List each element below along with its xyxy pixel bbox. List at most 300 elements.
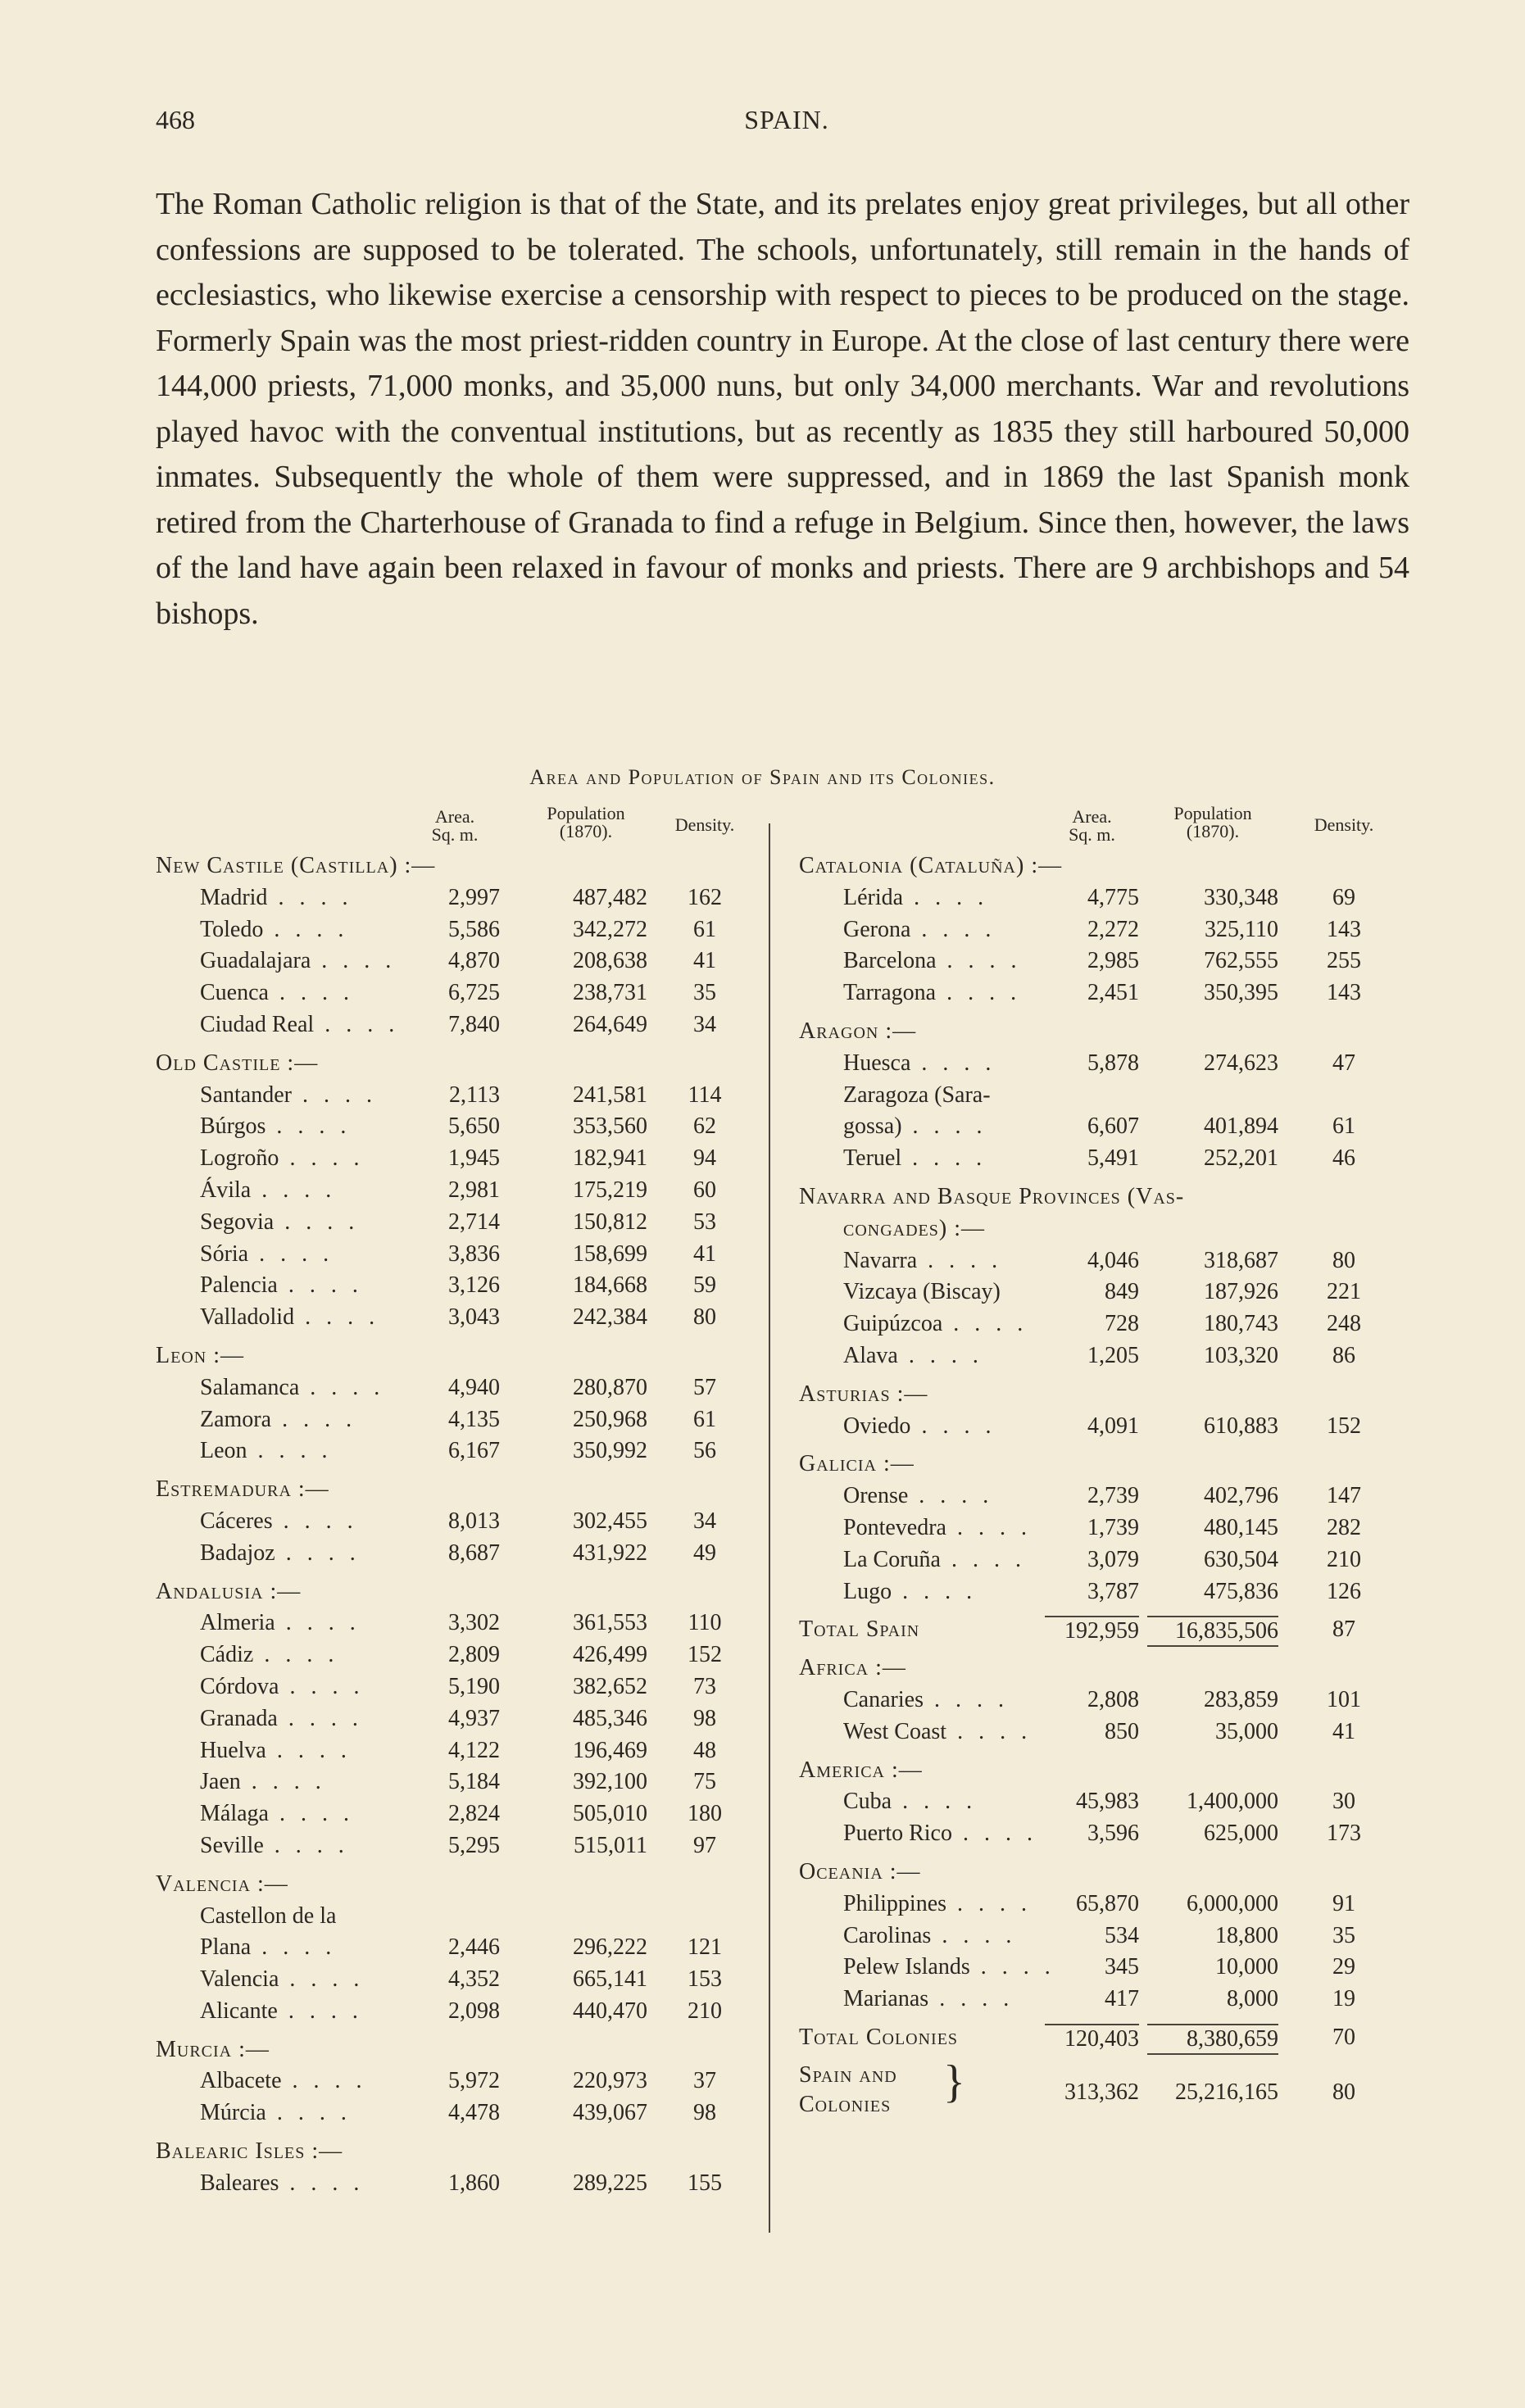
- section-label: Murcia :—: [156, 2036, 270, 2062]
- section-label: Leon :—: [156, 1342, 244, 1368]
- region-name: [200, 1766, 326, 1798]
- region-name-text: Jaen: [200, 1769, 241, 1795]
- population-value: 10,000: [1215, 1954, 1278, 1980]
- leader-dots: . . . .: [294, 1304, 380, 1331]
- section-label: Asturias :—: [799, 1381, 928, 1407]
- section-label: America :—: [799, 1757, 923, 1783]
- region-name-text: Salamanca: [200, 1374, 300, 1400]
- population-value: 431,922: [573, 1540, 647, 1566]
- table-row: [156, 1404, 762, 1436]
- population-value: 1,400,000: [1187, 1789, 1278, 1815]
- region-name: [200, 1506, 358, 1538]
- region-name: [200, 1830, 349, 1862]
- density-value: 126: [1327, 1578, 1361, 1604]
- table-row: [156, 882, 762, 914]
- population-value: 762,555: [1204, 948, 1278, 974]
- table-row: [156, 1766, 762, 1798]
- population-value: 402,796: [1204, 1483, 1278, 1509]
- table-row: [156, 1671, 762, 1703]
- table-row: [156, 1703, 762, 1735]
- region-name-text: Málaga: [200, 1801, 269, 1827]
- section-heading: [156, 1869, 762, 1901]
- row-gap: [156, 1862, 762, 1869]
- region-name-text: Plana: [200, 1934, 252, 1961]
- density-value: 255: [1327, 948, 1361, 974]
- population-value: 401,894: [1204, 1113, 1278, 1140]
- leader-dots: . . . .: [910, 1413, 996, 1439]
- region-name: [200, 1608, 361, 1639]
- area-value: 417: [1105, 1986, 1139, 2012]
- region-name-text: Orense: [843, 1483, 909, 1509]
- area-value: 3,079: [1087, 1546, 1139, 1572]
- region-name-text: gossa): [843, 1113, 902, 1140]
- region-name-text: Badajoz: [200, 1540, 275, 1566]
- region-name-text: Guadalajara: [200, 948, 311, 974]
- density-value: 282: [1327, 1514, 1361, 1540]
- table-row: [156, 2168, 762, 2200]
- population-value: 238,731: [573, 980, 647, 1006]
- density-value: 56: [693, 1438, 716, 1464]
- density-value: 34: [693, 1011, 716, 1037]
- area-value: 313,362: [1064, 2079, 1139, 2105]
- area-header-unit: Sq. m.: [1069, 824, 1115, 845]
- table-right-column: [799, 805, 1405, 2125]
- region-name-text: Huelva: [200, 1737, 266, 1763]
- area-value: 65,870: [1076, 1890, 1139, 1916]
- region-name-text: Cádiz: [200, 1642, 254, 1668]
- area-value: 5,491: [1087, 1145, 1139, 1172]
- area-value: 3,043: [448, 1304, 500, 1331]
- leader-dots: . . . .: [923, 1686, 1009, 1712]
- region-name: [200, 2168, 364, 2200]
- leader-dots: . . . .: [275, 1610, 361, 1636]
- region-name: [843, 1716, 1032, 1748]
- table-row: [799, 1716, 1405, 1748]
- region-name: [843, 1245, 1002, 1277]
- area-value: 534: [1105, 1922, 1139, 1948]
- density-value: 80: [1332, 1247, 1355, 1273]
- population-value: 250,968: [573, 1406, 647, 1432]
- table-row: [799, 1685, 1405, 1716]
- area-value: 345: [1105, 1954, 1139, 1980]
- area-value: 728: [1105, 1311, 1139, 1337]
- section-heading: [156, 1048, 762, 1080]
- table-row: [156, 2097, 762, 2129]
- area-value: 5,650: [448, 1113, 500, 1140]
- area-value: 4,091: [1087, 1413, 1139, 1439]
- region-name: [200, 1901, 336, 1933]
- region-name-text: Santander: [200, 1082, 292, 1108]
- region-name-text: Logroño: [200, 1145, 279, 1172]
- table-row: [156, 946, 762, 977]
- table-row: [799, 1411, 1405, 1443]
- region-name: [843, 1576, 977, 1608]
- population-header-year: (1870).: [559, 821, 613, 841]
- region-name-text: Leon: [200, 1438, 247, 1464]
- row-gap: [799, 1608, 1405, 1614]
- density-value: 152: [688, 1642, 722, 1668]
- population-value: 296,222: [573, 1934, 647, 1961]
- region-name: [843, 1481, 993, 1512]
- density-value: 94: [693, 1145, 716, 1172]
- region-name-text: Alicante: [200, 1998, 278, 2024]
- table-row: [799, 914, 1405, 946]
- region-name-text: Córdova: [200, 1673, 279, 1699]
- table-row: [799, 1111, 1405, 1143]
- grand-total-row: [799, 2056, 1405, 2125]
- area-value: 2,985: [1087, 948, 1139, 974]
- section-label: Old Castile :—: [156, 1050, 319, 1076]
- population-value: 475,836: [1204, 1578, 1278, 1604]
- total-label: Total Spain: [799, 1617, 920, 1643]
- population-value: 150,812: [573, 1209, 647, 1235]
- population-value: 342,272: [573, 916, 647, 942]
- leader-dots: . . . .: [248, 1240, 334, 1267]
- area-value: 3,302: [448, 1610, 500, 1636]
- leader-dots: . . . .: [917, 1247, 1003, 1273]
- table-row: [156, 1111, 762, 1143]
- region-name-text: Sória: [200, 1240, 249, 1267]
- population-value: 515,011: [574, 1832, 647, 1858]
- region-name: [843, 1512, 1032, 1544]
- population-value: 302,455: [573, 1508, 647, 1534]
- density-value: 19: [1332, 1986, 1355, 2012]
- table-row: [799, 1080, 1405, 1112]
- area-value: 849: [1105, 1279, 1139, 1305]
- table-row: [799, 1143, 1405, 1175]
- leader-dots: . . . .: [268, 980, 354, 1006]
- section-heading: [156, 2136, 762, 2168]
- density-value: 86: [1332, 1342, 1355, 1368]
- area-value: 2,272: [1087, 916, 1139, 942]
- section-label: Navarra and Basque Provinces (Vas-: [799, 1183, 1185, 1209]
- table-row: [156, 1372, 762, 1404]
- table-row: [799, 1245, 1405, 1277]
- right-column-header: [799, 805, 1405, 850]
- population-value: 318,687: [1204, 1247, 1278, 1273]
- density-value: 221: [1327, 1279, 1361, 1305]
- leader-dots: . . . .: [272, 1508, 358, 1534]
- population-value: 25,216,165: [1175, 2079, 1278, 2105]
- region-name: [200, 1639, 338, 1671]
- leader-dots: . . . .: [897, 1342, 983, 1368]
- population-value: 184,668: [573, 1272, 647, 1299]
- region-name: [843, 914, 996, 946]
- population-value: 175,219: [573, 1177, 647, 1203]
- density-value: 30: [1332, 1789, 1355, 1815]
- region-name-text: Navarra: [843, 1247, 918, 1273]
- area-value: 5,295: [448, 1832, 500, 1858]
- section-heading: [799, 1653, 1405, 1685]
- region-name: [200, 1372, 384, 1404]
- leader-dots: . . . .: [279, 1966, 365, 1993]
- right-rows: [799, 850, 1405, 2125]
- intro-paragraph: The Roman Catholic religion is that of the State, and its prelates enjoy great privileges, but all other confessions are supposed to be tolerated. The schools, unfortunately, still remain in the hands of ecclesiastics, who likewise exercise a censorship with respect to pieces to be produced on the stage. Formerly Spain was the most priest-ridden country in Europe. At the close of last century there were 144,000 priests, 71,000 monks, and 35,000 nuns, but only 34,000 merchants. War and revolutions played havoc with the conventual institutions, but as recently as 1835 they still harboured 50,000 inmates. Subsequently the whole of them were suppressed, and in 1869 the last Spanish monk retired from the Charterhouse of Granada to find a refuge in Belgium. Since then, however, the laws of the land have again been relaxed in favour of monks and priests. There are 9 archbishops and 54 bishops.: [156, 187, 1409, 631]
- region-name: [843, 1984, 1014, 2016]
- region-name: [200, 1996, 363, 2028]
- leader-dots: . . . .: [940, 1546, 1026, 1572]
- section-label: Galicia :—: [799, 1451, 915, 1477]
- area-value: 2,739: [1087, 1483, 1139, 1509]
- total-row: [799, 2022, 1405, 2054]
- region-name: [200, 1080, 377, 1112]
- area-value: 4,135: [448, 1406, 500, 1432]
- region-name: [200, 1671, 364, 1703]
- region-name: [200, 882, 352, 914]
- region-name: [200, 1964, 364, 1996]
- region-name-text: Barcelona: [843, 948, 937, 974]
- area-value: 2,808: [1087, 1686, 1139, 1712]
- leader-dots: . . . .: [946, 1718, 1033, 1744]
- leader-dots: . . . .: [266, 2100, 352, 2126]
- density-value: 37: [693, 2068, 716, 2094]
- region-name-text: Tarragona: [843, 980, 937, 1006]
- density-value: 101: [1327, 1686, 1361, 1712]
- density-value: 147: [1327, 1483, 1361, 1509]
- population-value: 252,201: [1204, 1145, 1278, 1172]
- page-header: [156, 105, 1418, 146]
- population-value: 630,504: [1204, 1546, 1278, 1572]
- section-label: Oceania :—: [799, 1858, 921, 1884]
- region-name-text: Pelew Islands: [843, 1954, 970, 1980]
- leader-dots: . . . .: [277, 1705, 363, 1731]
- area-value: 4,775: [1087, 884, 1139, 910]
- section-heading: [799, 1755, 1405, 1787]
- region-name-text: Albacete: [200, 2068, 282, 2094]
- population-value: 241,581: [573, 1082, 647, 1108]
- area-value: 4,122: [448, 1737, 500, 1763]
- region-name-text: Múrcia: [200, 2100, 266, 2126]
- table-row: [799, 1984, 1405, 2016]
- table-row: [156, 1239, 762, 1271]
- region-name-text: Gerona: [843, 916, 911, 942]
- area-header-label: Area.: [434, 806, 475, 827]
- table-row: [156, 914, 762, 946]
- region-name-text: Búrgos: [200, 1113, 266, 1140]
- section-label: Balearic Isles :—: [156, 2138, 343, 2165]
- row-gap: [799, 1748, 1405, 1755]
- area-value: 5,184: [448, 1769, 500, 1795]
- density-value: 48: [693, 1737, 716, 1763]
- population-header: [524, 805, 647, 841]
- section-heading: [156, 1576, 762, 1608]
- population-value: 283,859: [1204, 1686, 1278, 1712]
- density-value: 80: [1332, 2079, 1355, 2105]
- table-row: [156, 2066, 762, 2097]
- table-row: [799, 1308, 1405, 1340]
- population-header-year: (1870).: [1186, 821, 1240, 841]
- area-value: 2,113: [449, 1082, 500, 1108]
- table-row: [799, 1889, 1405, 1921]
- population-value: 665,141: [573, 1966, 647, 1993]
- table-row: [156, 1996, 762, 2028]
- population-value: 625,000: [1204, 1821, 1278, 1847]
- population-value: 505,010: [573, 1801, 647, 1827]
- population-header-label: Population: [547, 803, 625, 823]
- leader-dots: . . . .: [928, 1986, 1014, 2012]
- area-value: 2,451: [1087, 980, 1139, 1006]
- area-value: 2,446: [448, 1934, 500, 1961]
- density-value: 61: [693, 916, 716, 942]
- area-value: 1,945: [448, 1145, 500, 1172]
- density-value: 75: [693, 1769, 716, 1795]
- table-row: [156, 1435, 762, 1467]
- region-name-text: La Coruña: [843, 1546, 941, 1572]
- leader-dots: . . . .: [936, 948, 1022, 974]
- area-value: 1,739: [1087, 1514, 1139, 1540]
- area-value: 2,997: [448, 884, 500, 910]
- section-heading: [799, 1213, 1405, 1245]
- leader-dots: . . . .: [936, 980, 1022, 1006]
- table-row: [799, 1818, 1405, 1850]
- population-header-label: Population: [1173, 803, 1252, 823]
- density-value: 97: [693, 1832, 716, 1858]
- area-value: 3,836: [448, 1240, 500, 1267]
- leader-dots: . . . .: [908, 1483, 994, 1509]
- table-row: [799, 1952, 1405, 1984]
- density-value: 29: [1332, 1954, 1355, 1980]
- section-heading: [799, 1379, 1405, 1411]
- population-value: 6,000,000: [1187, 1890, 1278, 1916]
- leader-dots: . . . .: [291, 1082, 377, 1108]
- row-gap: [156, 1334, 762, 1340]
- density-value: 143: [1327, 916, 1361, 942]
- density-value: 87: [1332, 1617, 1355, 1643]
- region-name: [843, 1340, 983, 1372]
- population-value: 180,743: [1204, 1311, 1278, 1337]
- area-value: 5,878: [1087, 1050, 1139, 1076]
- leader-dots: . . . .: [910, 916, 996, 942]
- region-name: [843, 1277, 1001, 1308]
- density-value: 69: [1332, 884, 1355, 910]
- table-row: [156, 1175, 762, 1207]
- region-name: [200, 914, 348, 946]
- region-name: [843, 1952, 1055, 1984]
- section-heading: [799, 1857, 1405, 1889]
- density-value: 173: [1327, 1821, 1361, 1847]
- density-value: 91: [1332, 1890, 1355, 1916]
- region-name: [843, 882, 988, 914]
- region-name-text: Castellon de la: [200, 1902, 337, 1929]
- region-name: [843, 1080, 991, 1112]
- region-name: [843, 977, 1021, 1009]
- population-value: 289,225: [573, 2170, 647, 2196]
- density-value: 57: [693, 1374, 716, 1400]
- leader-dots: . . . .: [299, 1374, 385, 1400]
- population-value: 208,638: [573, 948, 647, 974]
- population-value: 330,348: [1204, 884, 1278, 910]
- leader-dots: . . . .: [892, 1789, 978, 1815]
- region-name: [843, 1818, 1037, 1850]
- table-row: [799, 1481, 1405, 1512]
- region-name: [843, 1411, 996, 1443]
- population-value: 18,800: [1215, 1922, 1278, 1948]
- row-gap: [799, 1175, 1405, 1181]
- section-label: Andalusia :—: [156, 1578, 302, 1604]
- density-value: 114: [688, 1082, 722, 1108]
- population-value: 158,699: [573, 1240, 647, 1267]
- leader-dots: . . . .: [311, 948, 397, 974]
- row-gap: [156, 1467, 762, 1474]
- table-row: [799, 1277, 1405, 1308]
- area-value: 1,205: [1087, 1342, 1139, 1368]
- grand-total-line1: Spain and: [799, 2061, 897, 2088]
- leader-dots: . . . .: [314, 1011, 400, 1037]
- density-value: 41: [1332, 1718, 1355, 1744]
- leader-dots: . . . .: [901, 1113, 987, 1140]
- area-value: 3,596: [1087, 1821, 1139, 1847]
- section-label: New Castile (Castilla) :—: [156, 853, 436, 878]
- region-name-text: Cáceres: [200, 1508, 273, 1534]
- table-row: [156, 1080, 762, 1112]
- leader-dots: . . . .: [267, 884, 353, 910]
- area-value: 8,013: [448, 1508, 500, 1534]
- section-heading: [799, 1449, 1405, 1481]
- density-header: Density.: [674, 814, 735, 835]
- table-row: [156, 1302, 762, 1334]
- row-gap: [799, 1646, 1405, 1653]
- table-row: [156, 1639, 762, 1671]
- region-name: [200, 1932, 336, 1964]
- leader-dots: . . . .: [892, 1578, 978, 1604]
- region-name: [200, 1239, 334, 1271]
- density-value: 35: [693, 980, 716, 1006]
- region-name-text: Toledo: [200, 916, 264, 942]
- population-value: 382,652: [573, 1673, 647, 1699]
- area-value: 120,403: [1045, 2024, 1139, 2053]
- row-gap: [156, 1041, 762, 1048]
- area-value: 4,940: [448, 1374, 500, 1400]
- population-value: 280,870: [573, 1374, 647, 1400]
- region-name: [843, 1889, 1032, 1921]
- row-gap: [799, 2016, 1405, 2022]
- area-value: 4,937: [448, 1705, 500, 1731]
- leader-dots: . . . .: [903, 884, 989, 910]
- region-name: [200, 1175, 336, 1207]
- region-name: [200, 1302, 379, 1334]
- area-value: 2,981: [448, 1177, 500, 1203]
- area-value: 4,046: [1087, 1247, 1139, 1273]
- population-value: 8,380,659: [1147, 2024, 1278, 2055]
- density-value: 35: [1332, 1922, 1355, 1948]
- region-name: [200, 1404, 356, 1436]
- density-value: 34: [693, 1508, 716, 1534]
- column-divider: [769, 823, 770, 2233]
- table-row: [799, 1576, 1405, 1608]
- area-value: 2,824: [448, 1801, 500, 1827]
- region-name-text: Canaries: [843, 1686, 924, 1712]
- region-name: [200, 1111, 351, 1143]
- row-gap: [156, 2129, 762, 2136]
- area-value: 4,352: [448, 1966, 500, 1993]
- table-row: [156, 977, 762, 1009]
- section-label: Valencia :—: [156, 1871, 288, 1897]
- density-value: 41: [693, 948, 716, 974]
- section-heading: [156, 2034, 762, 2066]
- section-heading: [156, 1340, 762, 1372]
- region-name: [200, 1009, 399, 1041]
- region-name-text: Zamora: [200, 1406, 272, 1432]
- row-gap: [799, 1372, 1405, 1379]
- area-value: 1,860: [448, 2170, 500, 2196]
- density-value: 59: [693, 1272, 716, 1299]
- area-value: 6,607: [1087, 1113, 1139, 1140]
- area-value: 3,126: [448, 1272, 500, 1299]
- area-value: 4,870: [448, 948, 500, 974]
- population-value: 392,100: [573, 1769, 647, 1795]
- section-heading: [156, 850, 762, 882]
- grand-total-label: [799, 2061, 897, 2120]
